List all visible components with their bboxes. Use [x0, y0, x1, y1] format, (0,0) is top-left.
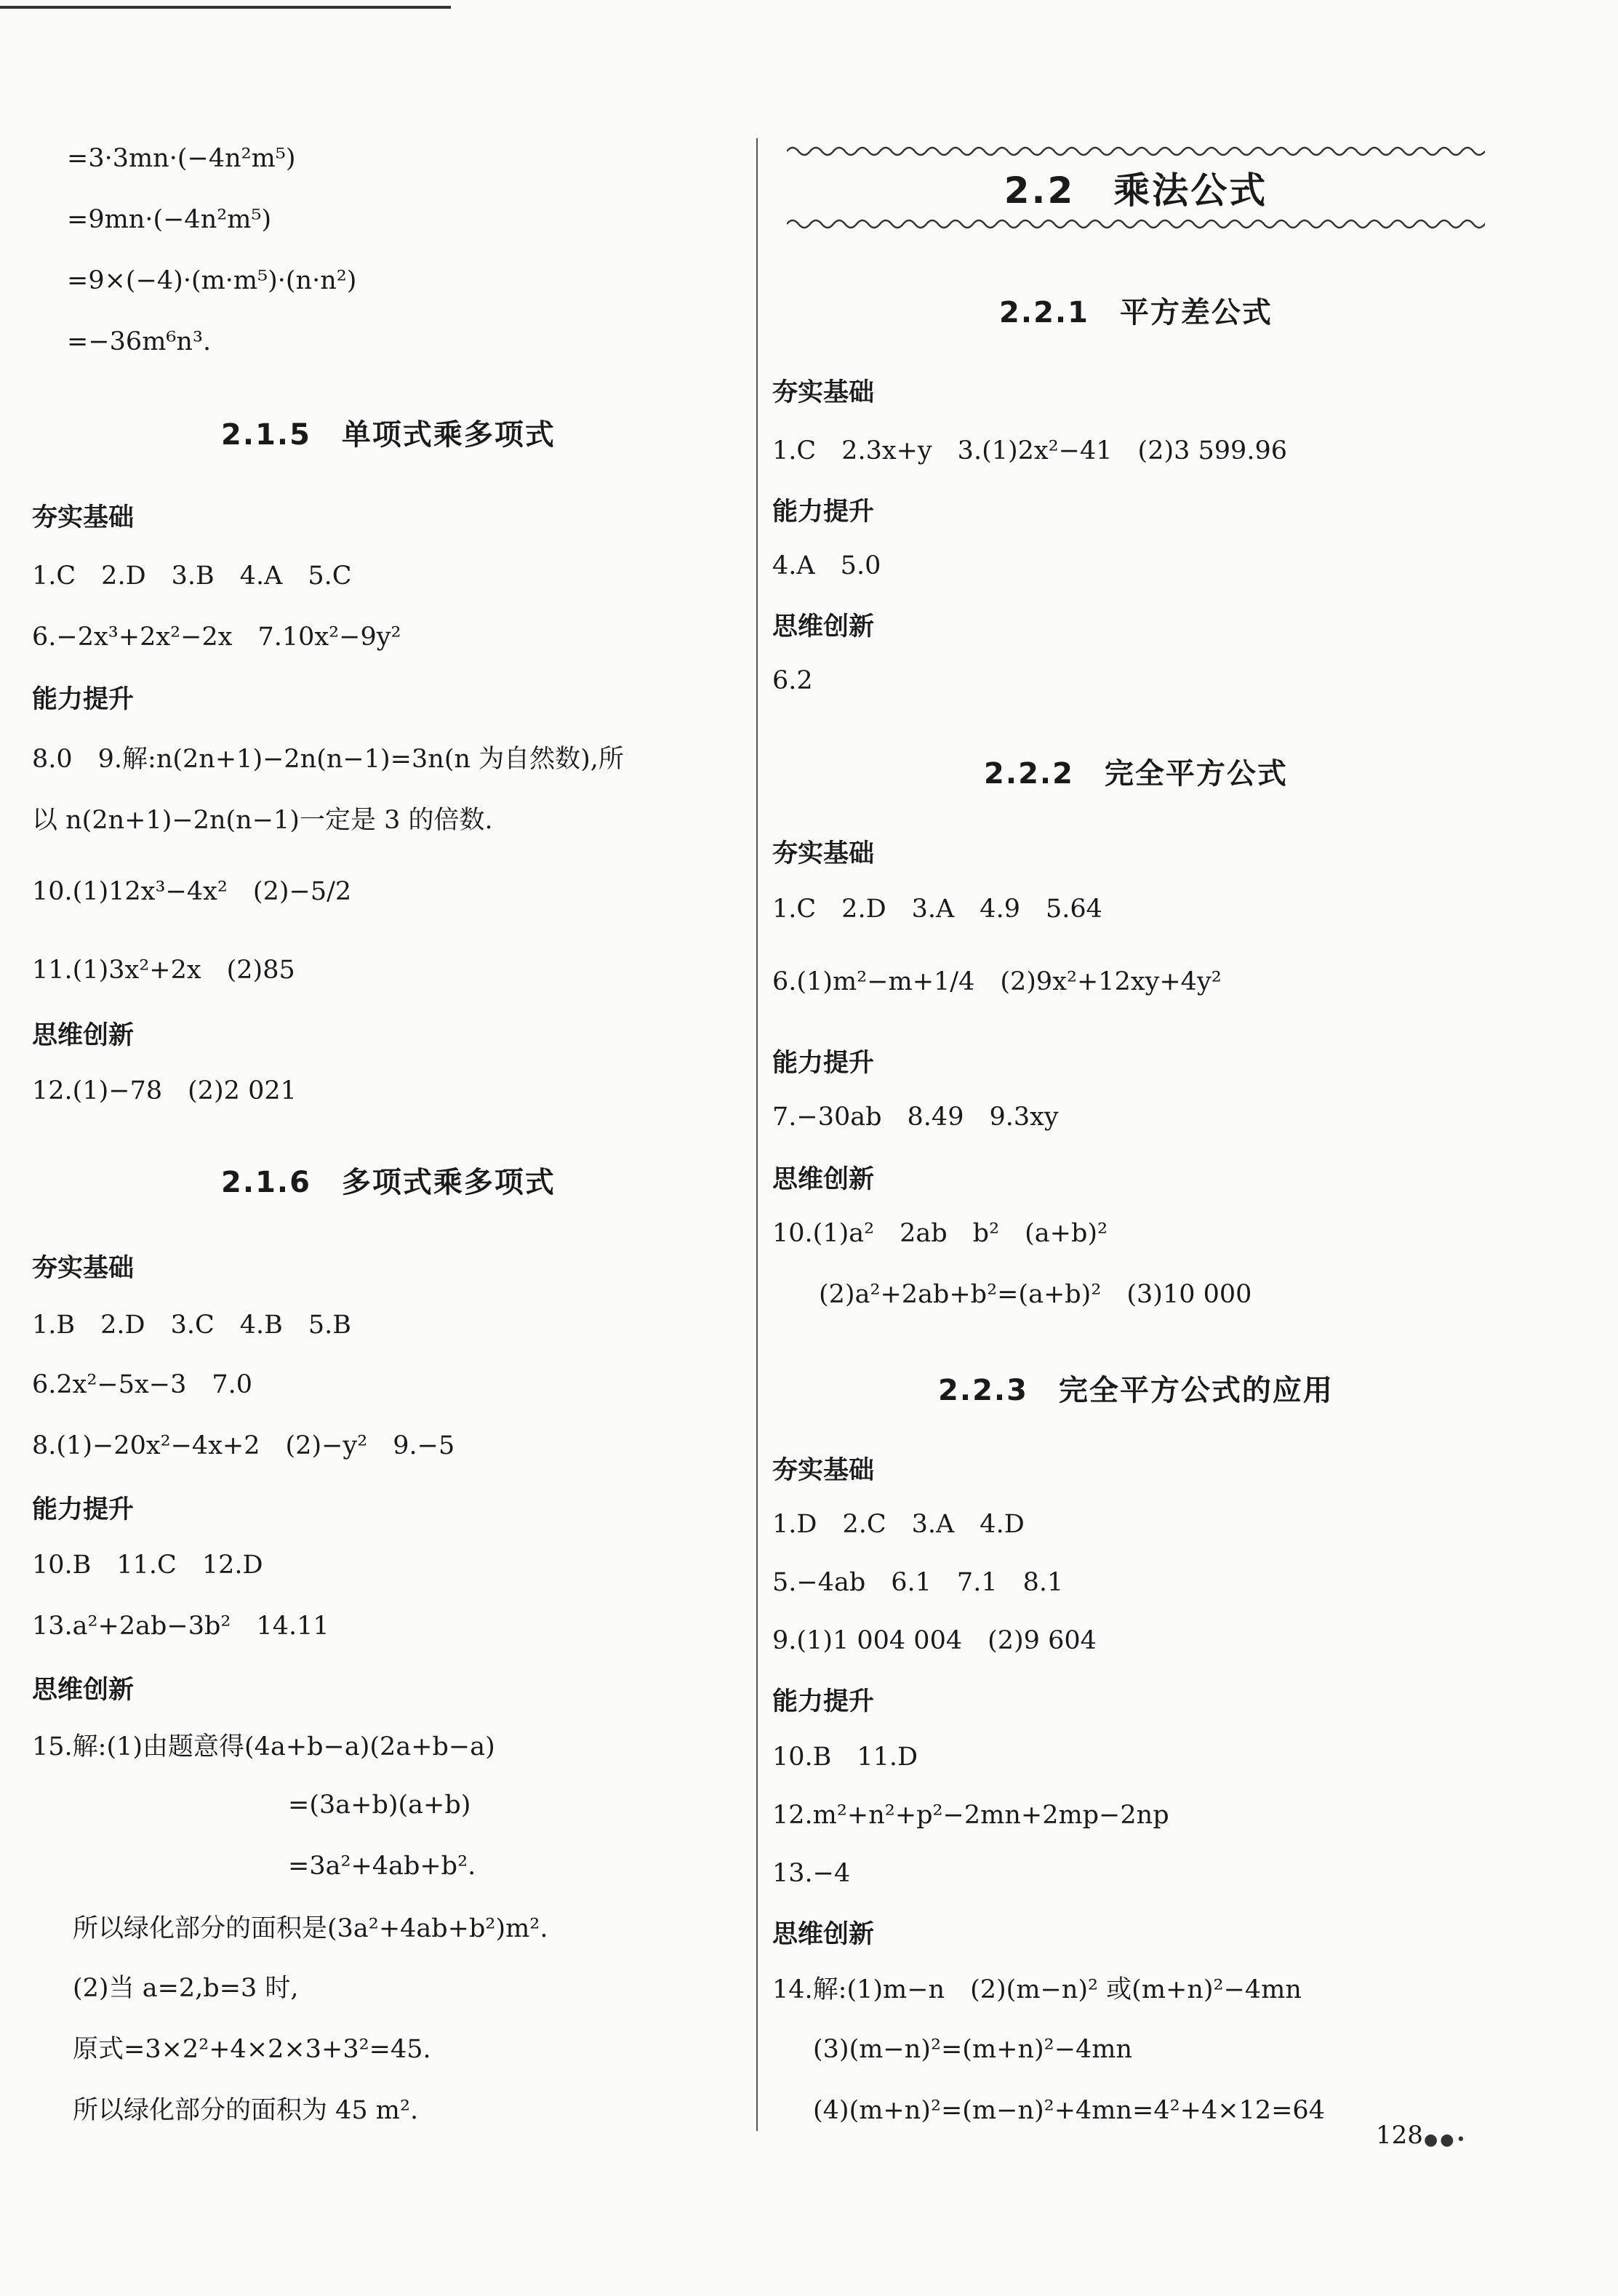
answer-line: 7.−30ab 8.49 9.3xy	[772, 1103, 1059, 1132]
page-number-dots-icon: ●●•	[1424, 2131, 1468, 2149]
answer-line: 13.a²+2ab−3b² 14.11	[32, 1612, 329, 1641]
category-heading: 思维创新	[32, 1676, 135, 1705]
continuation-line-3: =9×(−4)·(m·m⁵)·(n·n²)	[67, 266, 357, 295]
answer-line: 10.(1)12x³−4x² (2)−5/2	[32, 877, 352, 906]
answer-line: 原式=3×2²+4×2×3+3²=45.	[73, 2035, 431, 2064]
category-heading: 夯实基础	[32, 1254, 135, 1283]
answer-line: 1.D 2.C 3.A 4.D	[772, 1510, 1025, 1539]
answer-line: 10.B 11.C 12.D	[32, 1551, 263, 1580]
answer-line: (2)a²+2ab+b²=(a+b)² (3)10 000	[819, 1280, 1252, 1309]
category-heading: 能力提升	[772, 1687, 875, 1716]
category-heading: 思维创新	[772, 612, 875, 641]
category-heading: 思维创新	[772, 1920, 875, 1949]
category-heading: 思维创新	[772, 1165, 875, 1194]
answer-line: 12.m²+n²+p²−2mn+2mp−2np	[772, 1801, 1169, 1830]
answer-line: (4)(m+n)²=(m−n)²+4mn=4²+4×12=64	[813, 2096, 1325, 2125]
category-heading: 能力提升	[772, 497, 875, 527]
answer-line: 11.(1)3x²+2x (2)85	[32, 956, 295, 985]
answer-line: =3a²+4ab+b².	[288, 1852, 476, 1881]
answer-line: 12.(1)−78 (2)2 021	[32, 1076, 297, 1105]
answer-line: =(3a+b)(a+b)	[288, 1791, 471, 1820]
page-number: 128	[1376, 2121, 1423, 2150]
answer-line: 6.2x²−5x−3 7.0	[32, 1370, 253, 1399]
answer-line: 8.(1)−20x²−4x+2 (2)−y² 9.−5	[32, 1431, 455, 1460]
answer-line: 1.B 2.D 3.C 4.B 5.B	[32, 1311, 351, 1340]
answer-line: 9.(1)1 004 004 (2)9 604	[772, 1626, 1097, 1655]
answer-line: 以 n(2n+1)−2n(n−1)一定是 3 的倍数.	[32, 806, 493, 835]
wavy-rule-bottom	[787, 217, 1485, 231]
answer-line: 1.C 2.D 3.A 4.9 5.64	[772, 895, 1102, 924]
answer-line: 6.−2x³+2x²−2x 7.10x²−9y²	[32, 623, 401, 652]
answer-line: 14.解:(1)m−n (2)(m−n)² 或(m+n)²−4mn	[772, 1975, 1302, 2004]
section-title-2-2-3: 2.2.3 完全平方公式的应用	[938, 1374, 1334, 1407]
answer-line: 4.A 5.0	[772, 551, 881, 580]
category-heading: 能力提升	[32, 1495, 135, 1524]
section-title-2-2-1: 2.2.1 平方差公式	[999, 296, 1273, 329]
category-heading: 夯实基础	[772, 839, 875, 868]
answer-line: 1.C 2.D 3.B 4.A 5.C	[32, 561, 352, 591]
category-heading: 夯实基础	[32, 503, 135, 532]
section-title-2-2-2: 2.2.2 完全平方公式	[984, 757, 1288, 791]
answer-line: (2)当 a=2,b=3 时,	[73, 1974, 299, 2003]
wavy-rule-top	[787, 144, 1485, 159]
answer-line: 15.解:(1)由题意得(4a+b−a)(2a+b−a)	[32, 1732, 495, 1761]
category-heading: 思维创新	[32, 1021, 135, 1050]
section-title-2-1-5: 2.1.5 单项式乘多项式	[221, 418, 556, 452]
continuation-line-4: =−36m⁶n³.	[67, 327, 212, 356]
answer-line: 所以绿化部分的面积为 45 m².	[73, 2096, 419, 2125]
answer-line: (3)(m−n)²=(m+n)²−4mn	[813, 2035, 1133, 2064]
category-heading: 夯实基础	[772, 378, 875, 407]
answer-line: 10.B 11.D	[772, 1743, 918, 1772]
answer-line: 6.2	[772, 666, 813, 695]
answer-line: 6.(1)m²−m+1/4 (2)9x²+12xy+4y²	[772, 967, 1222, 996]
section-title-2-1-6: 2.1.6 多项式乘多项式	[221, 1166, 556, 1199]
category-heading: 能力提升	[772, 1049, 875, 1078]
answer-line: 8.0 9.解:n(2n+1)−2n(n−1)=3n(n 为自然数),所	[32, 745, 624, 774]
answer-line: 所以绿化部分的面积是(3a²+4ab+b²)m².	[73, 1914, 548, 1943]
continuation-line-2: =9mn·(−4n²m⁵)	[67, 205, 272, 234]
category-heading: 能力提升	[32, 685, 135, 714]
answer-line: 5.−4ab 6.1 7.1 8.1	[772, 1568, 1064, 1597]
continuation-line-1: =3·3mn·(−4n²m⁵)	[67, 144, 296, 173]
top-border-line	[0, 6, 451, 9]
answer-line: 1.C 2.3x+y 3.(1)2x²−41 (2)3 599.96	[772, 436, 1287, 465]
category-heading: 夯实基础	[772, 1456, 875, 1485]
answer-line: 13.−4	[772, 1859, 851, 1888]
column-divider	[756, 138, 758, 2131]
answer-line: 10.(1)a² 2ab b² (a+b)²	[772, 1219, 1108, 1248]
chapter-title: 2.2 乘法公式	[1004, 169, 1268, 212]
